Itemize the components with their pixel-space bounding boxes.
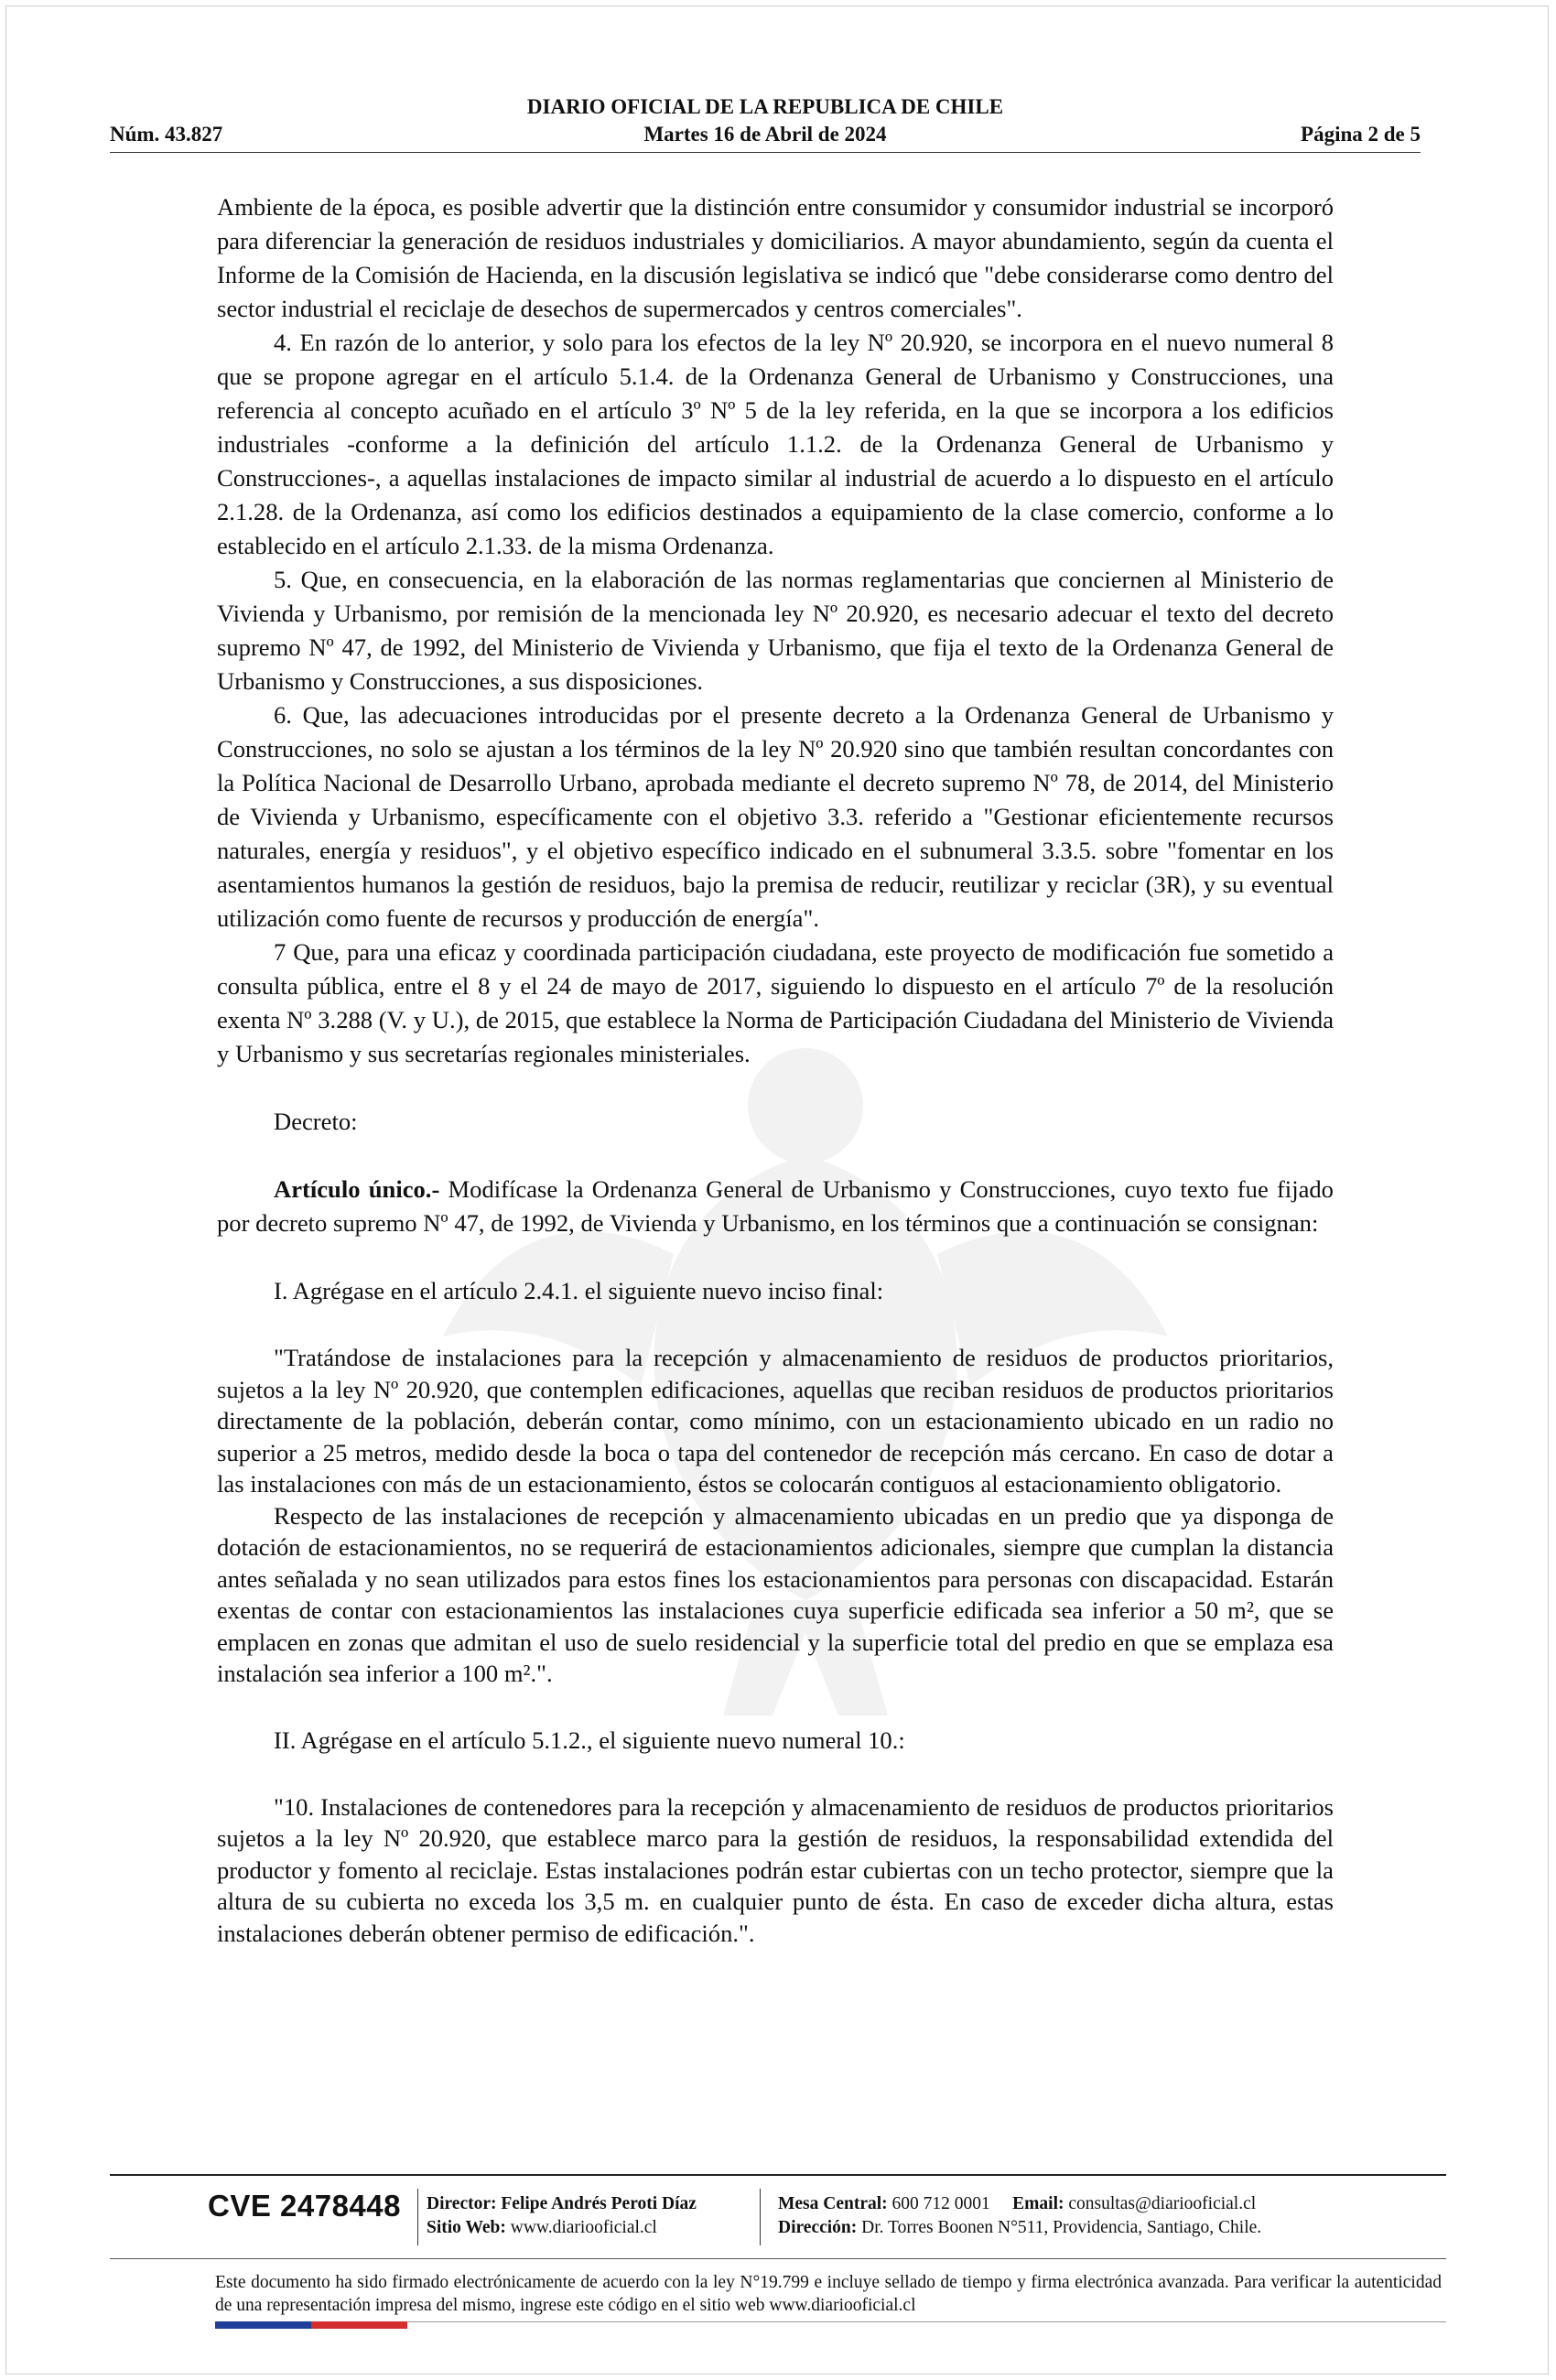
footer-divider-top xyxy=(110,2174,1446,2176)
page-number: Página 2 de 5 xyxy=(1301,123,1421,146)
item-ii: II. Agrégase en el artículo 5.1.2., el siguiente nuevo numeral 10.: xyxy=(274,1726,905,1754)
paragraph-7: 7 Que, para una eficaz y coordinada participación ciudadana, este proyecto de modificación fue sometido a consulta pública, entre el 8 y el 24 de mayo de 2017, siguiendo lo dispuesto en el artículo 7º de la resolución exenta Nº 3.288 (V. y U.), de 2015, que establece la Norma de Participación Ciudadana del Ministerio de Vivienda y Urbanismo y sus secretarías regionales ministeriales. xyxy=(217,938,1334,1067)
signature-notice: Este documento ha sido firmado electrónicamente de acuerdo con la ley N°19.799 e incluye sellado de tiempo y firma electrónica avanzada. Para verificar la autenticidad de una representación impresa del mismo, ingrese este código en el sitio web www.diariooficial.cl xyxy=(215,2273,1442,2315)
issue-date: Martes 16 de Abril de 2024 xyxy=(643,123,887,146)
paragraph-6: 6. Que, las adecuaciones introducidas por el presente decreto a la Ordenanza General de Urbanismo y Construcciones, no solo se ajustan a los términos de la ley Nº 20.920 sino que también resultan concordantes con la Política Nacional de Desarrollo Urbano, aprobada mediante el decreto supremo Nº 78, de 2014, del Ministerio de Vivienda y Urbanismo, específicamente con el objetivo 3.3. referido a "Gestionar eficientemente recursos naturales, energía y residuos", y el objetivo específico indicado en el subnumeral 3.3.5. sobre "fomentar en los asentamientos humanos la gestión de residuos, bajo la premisa de reducir, reutilizar y reciclar (3R), y su eventual utilización como fuente de recursos y producción de energía". xyxy=(217,701,1334,932)
page-header xyxy=(110,92,1421,157)
footer-separator xyxy=(760,2189,761,2245)
footer-separator xyxy=(417,2189,418,2245)
footer-contact-block xyxy=(778,2192,1261,2240)
paragraph-5: 5. Que, en consecuencia, en la elaboración de las normas reglamentarias que conciernen al Ministerio de Vivienda y Urbanismo, por remisión de la mencionada ley Nº 20.920, es necesario adecuar el texto del decreto supremo Nº 47, de 1992, del Ministerio de Vivienda y Urbanismo, que fija el texto de la Ordenanza General de Urbanismo y Construcciones, a sus disposiciones. xyxy=(217,566,1334,695)
issue-number: Núm. 43.827 xyxy=(110,123,223,146)
flag-stripe xyxy=(215,2321,407,2329)
website-link[interactable]: www.diariooficial.cl xyxy=(505,2218,657,2237)
cve-code: CVE 2478448 xyxy=(208,2189,401,2223)
address-label: Dirección: xyxy=(778,2218,858,2237)
paragraph-4: 4. En razón de lo anterior, y solo para los efectos de la ley Nº 20.920, se incorpora en el nuevo numeral 8 que se propone agregar en el artículo 5.1.4. de la Ordenanza General de Urbanismo y Construcciones, una referencia al concepto acuñado en el artículo 3º Nº 5 de la ley referida, en la que se incorpora a los edificios industriales -conforme a la definición del artículo 1.1.2. de la Ordenanza General de Urbanismo y Construcciones-, a aquellas instalaciones de impacto similar al industrial de acuerdo a lo dispuesto en el artículo 2.1.28. de la Ordenanza, así como los edificios destinados a equipamiento de la clase comercio, conforme a lo establecido en el artículo 2.1.33. de la misma Ordenanza. xyxy=(217,329,1334,559)
articulo-label: Artículo único.- xyxy=(274,1175,440,1203)
website-label: Sitio Web: xyxy=(427,2218,506,2237)
quote-estacionamientos: Respecto de las instalaciones de recepción y almacenamiento ubicadas en un predio que ya disponga de dotación de estacionamientos, no se requerirá de estacionamientos adicionales, siempre que cumplan la distancia antes señalada y no sean utilizados para estos fines los estacionamientos para personas con discapacidad. Estarán exentas de contar con estacionamientos las instalaciones cuya superficie edificada sea inferior a 50 m², que se emplacen en zonas que admitan el uso de suelo residencial y la superficie total del predio en que se emplaza esa instalación sea inferior a 100 m².". xyxy=(217,1501,1334,1687)
quote-numeral-10: "10. Instalaciones de contenedores para la recepción y almacenamiento de residuos de productos prioritarios sujetos a la ley Nº 20.920, que establece marco para la gestión de residuos, la responsabilidad extendida del productor y fomento al reciclaje. Estas instalaciones podrán estar cubiertas con un techo protector, siempre que la altura de su cubierta no exceda los 3,5 m. en cualquier punto de ésta. En caso de exceder dicha altura, estas instalaciones deberán obtener permiso de edificación.". xyxy=(217,1792,1334,1947)
decreto-heading: Decreto: xyxy=(274,1108,358,1135)
paragraph-ambiente: Ambiente de la época, es posible advertir que la distinción entre consumidor y consumidor industrial se incorporó para diferenciar la generación de residuos industriales y domiciliarios. A mayor abundamiento, según da cuenta el Informe de la Comisión de Hacienda, en la discusión legislativa se indicó que "debe considerarse como dentro del sector industrial el reciclaje de desechos de supermercados y centros comerciales". xyxy=(217,193,1334,322)
email-link[interactable]: consultas@diariooficial.cl xyxy=(1064,2194,1257,2213)
flag-red-segment xyxy=(311,2321,407,2329)
phone-label: Mesa Central: xyxy=(778,2194,888,2213)
gazette-title: DIARIO OFICIAL DE LA REPUBLICA DE CHILE xyxy=(526,95,1004,118)
phone-number: 600 712 0001 xyxy=(887,2194,990,2213)
footer-divider-bottom xyxy=(407,2321,1446,2322)
address-value: Dr. Torres Boonen N°511, Providencia, Santiago, Chile. xyxy=(857,2218,1262,2237)
articulo-unico xyxy=(217,1173,1334,1240)
header-divider xyxy=(110,152,1421,153)
flag-blue-segment xyxy=(215,2321,311,2329)
item-i: I. Agrégase en el artículo 2.4.1. el siguiente nuevo inciso final: xyxy=(274,1277,884,1304)
email-label: Email: xyxy=(1012,2194,1064,2213)
footer-divider-middle xyxy=(110,2258,1446,2259)
quote-inciso-final: "Tratándose de instalaciones para la recepción y almacenamiento de residuos de productos prioritarios, sujetos a la ley Nº 20.920, que contemplen edificaciones, aquellas que reciban residuos de productos prioritarios directamente de la población, deberán contar, como mínimo, con un estacionamiento ubicado en un radio no superior a 25 metros, medido desde la boca o tapa del contenedor de recepción más cercano. En caso de dotar a las instalaciones con más de un estacionamiento, éstos se colocarán contiguos al estacionamiento obligatorio. xyxy=(217,1344,1334,1498)
document-body xyxy=(217,190,1334,1949)
director-label: Director: xyxy=(427,2194,497,2213)
footer-director-block xyxy=(427,2192,697,2240)
articulo-text: Modifícase la Ordenanza General de Urbanismo y Construcciones, cuyo texto fue fijado por decreto supremo Nº 47, de 1992, de Vivienda y Urbanismo, en los términos que a continuación se consignan: xyxy=(217,1175,1334,1237)
director-name: Felipe Andrés Peroti Díaz xyxy=(496,2194,697,2213)
